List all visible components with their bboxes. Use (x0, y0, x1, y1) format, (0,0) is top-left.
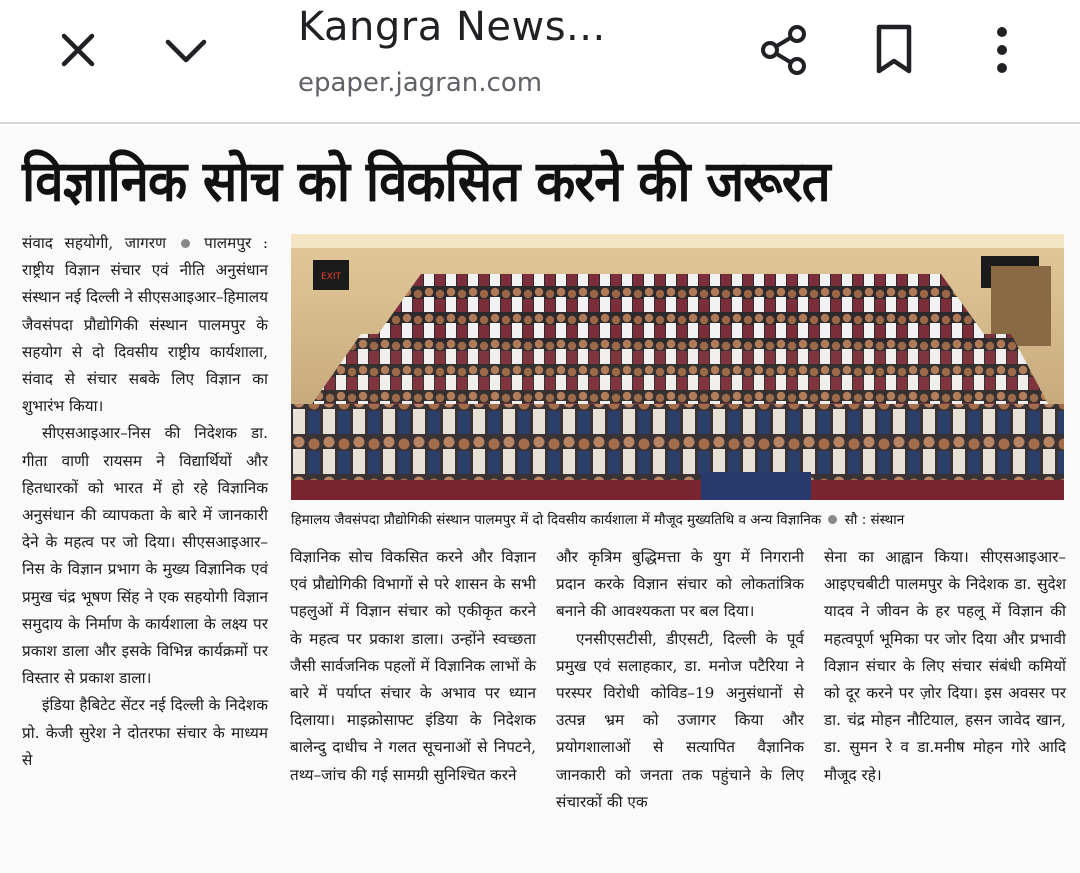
article-column-3 (556, 544, 804, 816)
article-paragraph: और कृत्रिम बुद्धिमत्ता के युग में निगरानी प्रदान करके विज्ञान संचार को लोकतांत्रिक बनाने की आवश्यकता पर बल दिया। (556, 548, 804, 621)
exit-sign: EXIT (320, 272, 342, 282)
article-paragraph: सीएसआइआर–निस की निदेशक डा. गीता वाणी रायसम ने विद्यार्थियों और हितधारकों को भारत में हो रहे विज्ञानिक अनुसंधान की व्यापकता के बारे में जानकारी देने के महत्व पर जो दिया। सीएसआइआर–निस के विज्ञान प्रभाग के मुख्य विज्ञानिक एवं प्रमुख चंद्र भूषण सिंह ने एक सहयोगी विज्ञान समुदाय के निर्माण के कार्यशाला के लक्ष्य पर प्रकाश डाला और इसके विभिन्न कार्यक्रमों पर विस्तार से प्रकाश डाला। (22, 424, 268, 688)
photo-credit: सौ : संस्थान (844, 512, 905, 528)
article-byline: संवाद सहयोगी, जागरण (22, 234, 167, 252)
article-paragraph: इंडिया हैबिटेट सेंटर नई दिल्ली के निदेशक प्रो. केजी सुरेश ने दोतरफा संचार के माध्यम से (22, 696, 269, 769)
article-headline: विज्ञानिक सोच को विकसित करने की जरूरत (22, 149, 830, 215)
group-photo-image (291, 234, 1064, 500)
page-title: Kangra News... (298, 4, 606, 50)
article-dateline: पालमपुर : (204, 234, 268, 252)
chevron-down-icon[interactable] (158, 22, 214, 78)
caption-text: हिमालय जैवसंपदा प्रौद्योगिकी संस्थान पालमपुर में दो दिवसीय कार्यशाला में मौजूद मुख्यतिथि व अन्य विज्ञानिक (291, 512, 822, 528)
article-column-1 (22, 230, 268, 774)
photo-caption (291, 510, 1064, 528)
share-icon[interactable] (752, 18, 816, 82)
bullet-dot-icon (181, 239, 190, 248)
event-photo (291, 234, 1064, 500)
article-paragraph: राष्ट्रीय विज्ञान संचार एवं नीति अनुसंधान संस्थान नई दिल्ली ने सीएसआइआर–हिमालय जैवसंपदा प्रौद्योगिकी संस्थान पालमपुर के सहयोग से दो दिवसीय राष्ट्रीय कार्यशाला, संवाद से संचार सबके लिए विज्ञान का शुभारंभ किया। (22, 261, 268, 416)
article-paragraph: विज्ञानिक सोच विकसित करने और विज्ञान एवं प्रौद्योगिकी विभागों से परे शासन के सभी पहलुओं में विज्ञान संचार को एकीकृत करने के महत्व पर प्रकाश डाला। उन्होंने स्वच्छता जैसी सार्वजनिक पहलों में विज्ञानिक लाभों के बारे में पर्याप्त संचार के अभाव पर ध्यान दिलाया। माइक्रोसाफ्ट इंडिया के निदेशक बालेन्दु दाधीच ने गलत सूचनाओं से निपटने, तथ्य–जांच की गई सामग्री सुनिश्चित करने (290, 548, 536, 784)
close-icon[interactable] (50, 22, 106, 78)
browser-toolbar (0, 0, 1080, 124)
epaper-clipping (0, 126, 1080, 873)
page-url: epaper.jagran.com (298, 68, 543, 98)
article-paragraph: एनसीएसटीसी, डीएसटी, दिल्ली के पूर्व प्रमुख एवं सलाहकार, डा. मनोज पटैरिया ने परस्पर विरोधी कोविड–19 अनुसंधानों से उत्पन्न भ्रम को उजागर किया और प्रयोगशालाओं से सत्यापित वैज्ञानिक जानकारी को जनता तक पहुंचाने के लिए संचारकों की एक (556, 629, 804, 811)
article-paragraph: सेना का आह्वान किया। सीएसआइआर–आइएचबीटी पालमपुर के निदेशक डा. सुदेश यादव ने जीवन के हर पहलू में विज्ञान की महत्वपूर्ण भूमिका पर जोर दिया और प्रभावी विज्ञान संचार के लिए संचार संबंधी कमियों को दूर करने पर ज़ोर दिया। इस अवसर पर डा. चंद्र मोहन नौटियाल, हसन जावेद खान, डा. सुमन रे व डा.मनीष मोहन गोरे आदि मौजूद रहे। (824, 548, 1066, 784)
more-vert-icon[interactable] (980, 18, 1024, 82)
bookmark-icon[interactable] (864, 18, 924, 82)
article-column-2 (290, 544, 536, 789)
bullet-dot-icon (828, 515, 837, 524)
article-column-4 (824, 544, 1066, 789)
